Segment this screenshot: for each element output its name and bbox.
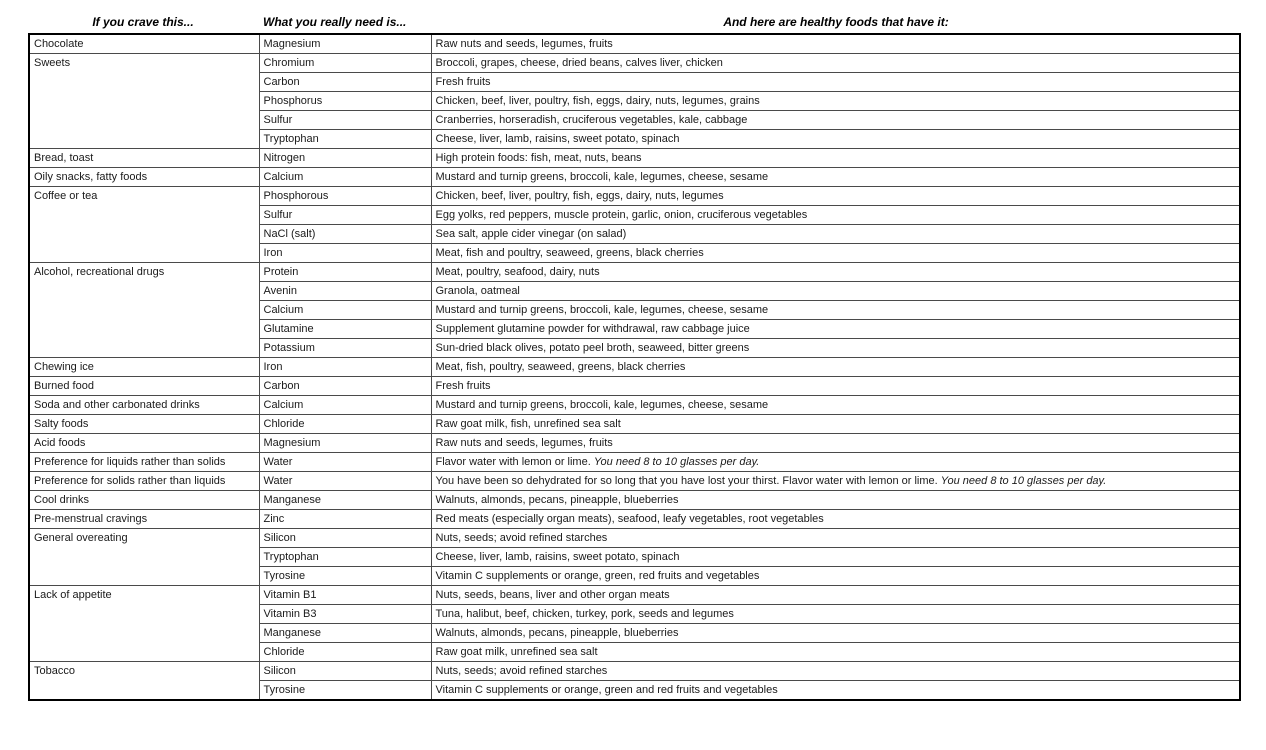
need-cell: Water	[259, 453, 431, 472]
crave-cell: Chocolate	[29, 34, 259, 54]
foods-cell	[431, 548, 1240, 567]
foods-cell	[431, 491, 1240, 510]
table-row	[29, 34, 1240, 54]
table-row	[29, 54, 1240, 73]
crave-cell: Preference for solids rather than liquids	[29, 472, 259, 491]
table-row	[29, 377, 1240, 396]
foods-text: Meat, poultry, seafood, dairy, nuts	[435, 266, 600, 278]
need-cell: Glutamine	[259, 320, 431, 339]
need-cell: Magnesium	[259, 34, 431, 54]
foods-text: Raw goat milk, fish, unrefined sea salt	[435, 418, 621, 430]
foods-cell	[431, 244, 1240, 263]
foods-cell	[431, 643, 1240, 662]
crave-cell: Alcohol, recreational drugs	[29, 263, 259, 358]
crave-cell: Tobacco	[29, 662, 259, 701]
foods-text: You have been so dehydrated for so long that you have lost your thirst. Flavor water with lemon or lime.	[435, 475, 941, 487]
foods-text: Walnuts, almonds, pecans, pineapple, blueberries	[435, 494, 679, 506]
need-cell: Nitrogen	[259, 149, 431, 168]
table-row	[29, 263, 1240, 282]
foods-cell	[431, 377, 1240, 396]
foods-cell	[431, 206, 1240, 225]
need-cell: Water	[259, 472, 431, 491]
crave-cell: Salty foods	[29, 415, 259, 434]
crave-cell: Coffee or tea	[29, 187, 259, 263]
foods-cell	[431, 149, 1240, 168]
table-row	[29, 149, 1240, 168]
crave-cell: Sweets	[29, 54, 259, 149]
foods-text: Raw goat milk, unrefined sea salt	[435, 646, 598, 658]
header-crave: If you crave this...	[92, 15, 194, 29]
table-row	[29, 434, 1240, 453]
need-cell: Chromium	[259, 54, 431, 73]
need-cell: Sulfur	[259, 206, 431, 225]
foods-text: Chicken, beef, liver, poultry, fish, eggs, dairy, nuts, legumes	[435, 190, 724, 202]
need-cell: Manganese	[259, 624, 431, 643]
foods-text: Vitamin C supplements or orange, green and red fruits and vegetables	[435, 684, 778, 696]
foods-cell	[431, 415, 1240, 434]
foods-cell	[431, 339, 1240, 358]
foods-text: Sea salt, apple cider vinegar (on salad)	[435, 228, 627, 240]
need-cell: Calcium	[259, 168, 431, 187]
need-cell: Iron	[259, 244, 431, 263]
foods-cell	[431, 301, 1240, 320]
foods-text: Cranberries, horseradish, cruciferous vegetables, kale, cabbage	[435, 114, 748, 126]
foods-text: Cheese, liver, lamb, raisins, sweet potato, spinach	[435, 551, 680, 563]
header-need: What you really need is...	[263, 15, 407, 29]
foods-text: Red meats (especially organ meats), seafood, leafy vegetables, root vegetables	[435, 513, 824, 525]
foods-cell	[431, 434, 1240, 453]
need-cell: Iron	[259, 358, 431, 377]
foods-text: Broccoli, grapes, cheese, dried beans, calves liver, chicken	[435, 57, 723, 69]
foods-cell	[431, 320, 1240, 339]
foods-text: Flavor water with lemon or lime.	[435, 456, 594, 468]
need-cell: Chloride	[259, 415, 431, 434]
need-cell: Vitamin B1	[259, 586, 431, 605]
foods-text-italic: You need 8 to 10 glasses per day.	[940, 475, 1107, 487]
foods-text: Nuts, seeds; avoid refined starches	[435, 665, 608, 677]
column-headers	[28, 13, 1239, 31]
need-cell: NaCl (salt)	[259, 225, 431, 244]
foods-text: Cheese, liver, lamb, raisins, sweet potato, spinach	[435, 133, 680, 145]
table-row	[29, 187, 1240, 206]
foods-text: Raw nuts and seeds, legumes, fruits	[435, 437, 613, 449]
foods-text: Mustard and turnip greens, broccoli, kale, legumes, cheese, sesame	[435, 171, 769, 183]
foods-text: Walnuts, almonds, pecans, pineapple, blueberries	[435, 627, 679, 639]
foods-text: Granola, oatmeal	[435, 285, 520, 297]
table-row	[29, 510, 1240, 529]
need-cell: Carbon	[259, 377, 431, 396]
table-row	[29, 453, 1240, 472]
foods-cell	[431, 396, 1240, 415]
foods-text: Nuts, seeds, beans, liver and other organ meats	[435, 589, 670, 601]
need-cell: Sulfur	[259, 111, 431, 130]
foods-cell	[431, 605, 1240, 624]
foods-cell	[431, 130, 1240, 149]
table-row	[29, 472, 1240, 491]
foods-cell	[431, 529, 1240, 548]
table-row	[29, 168, 1240, 187]
foods-cell	[431, 73, 1240, 92]
table-row	[29, 529, 1240, 548]
foods-cell	[431, 282, 1240, 301]
foods-text: Egg yolks, red peppers, muscle protein, garlic, onion, cruciferous vegetables	[435, 209, 808, 221]
header-foods: And here are healthy foods that have it:	[723, 15, 949, 29]
need-cell: Manganese	[259, 491, 431, 510]
foods-cell	[431, 472, 1240, 491]
need-cell: Potassium	[259, 339, 431, 358]
foods-cell	[431, 187, 1240, 206]
need-cell: Tryptophan	[259, 130, 431, 149]
foods-text: Vitamin C supplements or orange, green, red fruits and vegetables	[435, 570, 760, 582]
need-cell: Carbon	[259, 73, 431, 92]
foods-cell	[431, 34, 1240, 54]
foods-cell	[431, 567, 1240, 586]
need-cell: Zinc	[259, 510, 431, 529]
need-cell: Vitamin B3	[259, 605, 431, 624]
foods-text: Sun-dried black olives, potato peel broth, seaweed, bitter greens	[435, 342, 750, 354]
need-cell: Avenin	[259, 282, 431, 301]
foods-text: Nuts, seeds; avoid refined starches	[435, 532, 608, 544]
table-row	[29, 396, 1240, 415]
need-cell: Magnesium	[259, 434, 431, 453]
foods-cell	[431, 662, 1240, 681]
need-cell: Tyrosine	[259, 681, 431, 701]
foods-cell	[431, 225, 1240, 244]
foods-text: Mustard and turnip greens, broccoli, kale, legumes, cheese, sesame	[435, 304, 769, 316]
foods-cell	[431, 358, 1240, 377]
crave-cell: Soda and other carbonated drinks	[29, 396, 259, 415]
foods-cell	[431, 168, 1240, 187]
foods-cell	[431, 111, 1240, 130]
crave-cell: Bread, toast	[29, 149, 259, 168]
need-cell: Silicon	[259, 662, 431, 681]
foods-cell	[431, 263, 1240, 282]
need-cell: Chloride	[259, 643, 431, 662]
need-cell: Calcium	[259, 396, 431, 415]
table-row	[29, 358, 1240, 377]
crave-cell: Lack of appetite	[29, 586, 259, 662]
cravings-table	[28, 33, 1241, 701]
foods-cell	[431, 624, 1240, 643]
foods-text: Tuna, halibut, beef, chicken, turkey, pork, seeds and legumes	[435, 608, 734, 620]
crave-cell: Preference for liquids rather than solids	[29, 453, 259, 472]
table-row	[29, 662, 1240, 681]
crave-cell: Cool drinks	[29, 491, 259, 510]
crave-cell: Chewing ice	[29, 358, 259, 377]
foods-text: Meat, fish and poultry, seaweed, greens, black cherries	[435, 247, 704, 259]
foods-text-italic: You need 8 to 10 glasses per day.	[593, 456, 760, 468]
cravings-table-body	[29, 34, 1240, 700]
foods-cell	[431, 681, 1240, 701]
need-cell: Tryptophan	[259, 548, 431, 567]
table-row	[29, 415, 1240, 434]
foods-text: High protein foods: fish, meat, nuts, beans	[435, 152, 642, 164]
foods-text: Raw nuts and seeds, legumes, fruits	[435, 38, 613, 50]
need-cell: Calcium	[259, 301, 431, 320]
foods-text: Chicken, beef, liver, poultry, fish, eggs, dairy, nuts, legumes, grains	[435, 95, 760, 107]
crave-cell: Pre-menstrual cravings	[29, 510, 259, 529]
crave-cell: Oily snacks, fatty foods	[29, 168, 259, 187]
crave-cell: Acid foods	[29, 434, 259, 453]
need-cell: Phosphorous	[259, 187, 431, 206]
need-cell: Protein	[259, 263, 431, 282]
foods-cell	[431, 92, 1240, 111]
crave-cell: General overeating	[29, 529, 259, 586]
table-row	[29, 491, 1240, 510]
table-row	[29, 586, 1240, 605]
foods-text: Meat, fish, poultry, seaweed, greens, black cherries	[435, 361, 686, 373]
need-cell: Phosphorus	[259, 92, 431, 111]
foods-text: Fresh fruits	[435, 76, 491, 88]
foods-cell	[431, 510, 1240, 529]
foods-text: Fresh fruits	[435, 380, 491, 392]
foods-cell	[431, 586, 1240, 605]
foods-text: Supplement glutamine powder for withdrawal, raw cabbage juice	[435, 323, 750, 335]
need-cell: Silicon	[259, 529, 431, 548]
foods-cell	[431, 453, 1240, 472]
need-cell: Tyrosine	[259, 567, 431, 586]
crave-cell: Burned food	[29, 377, 259, 396]
foods-cell	[431, 54, 1240, 73]
foods-text: Mustard and turnip greens, broccoli, kale, legumes, cheese, sesame	[435, 399, 769, 411]
